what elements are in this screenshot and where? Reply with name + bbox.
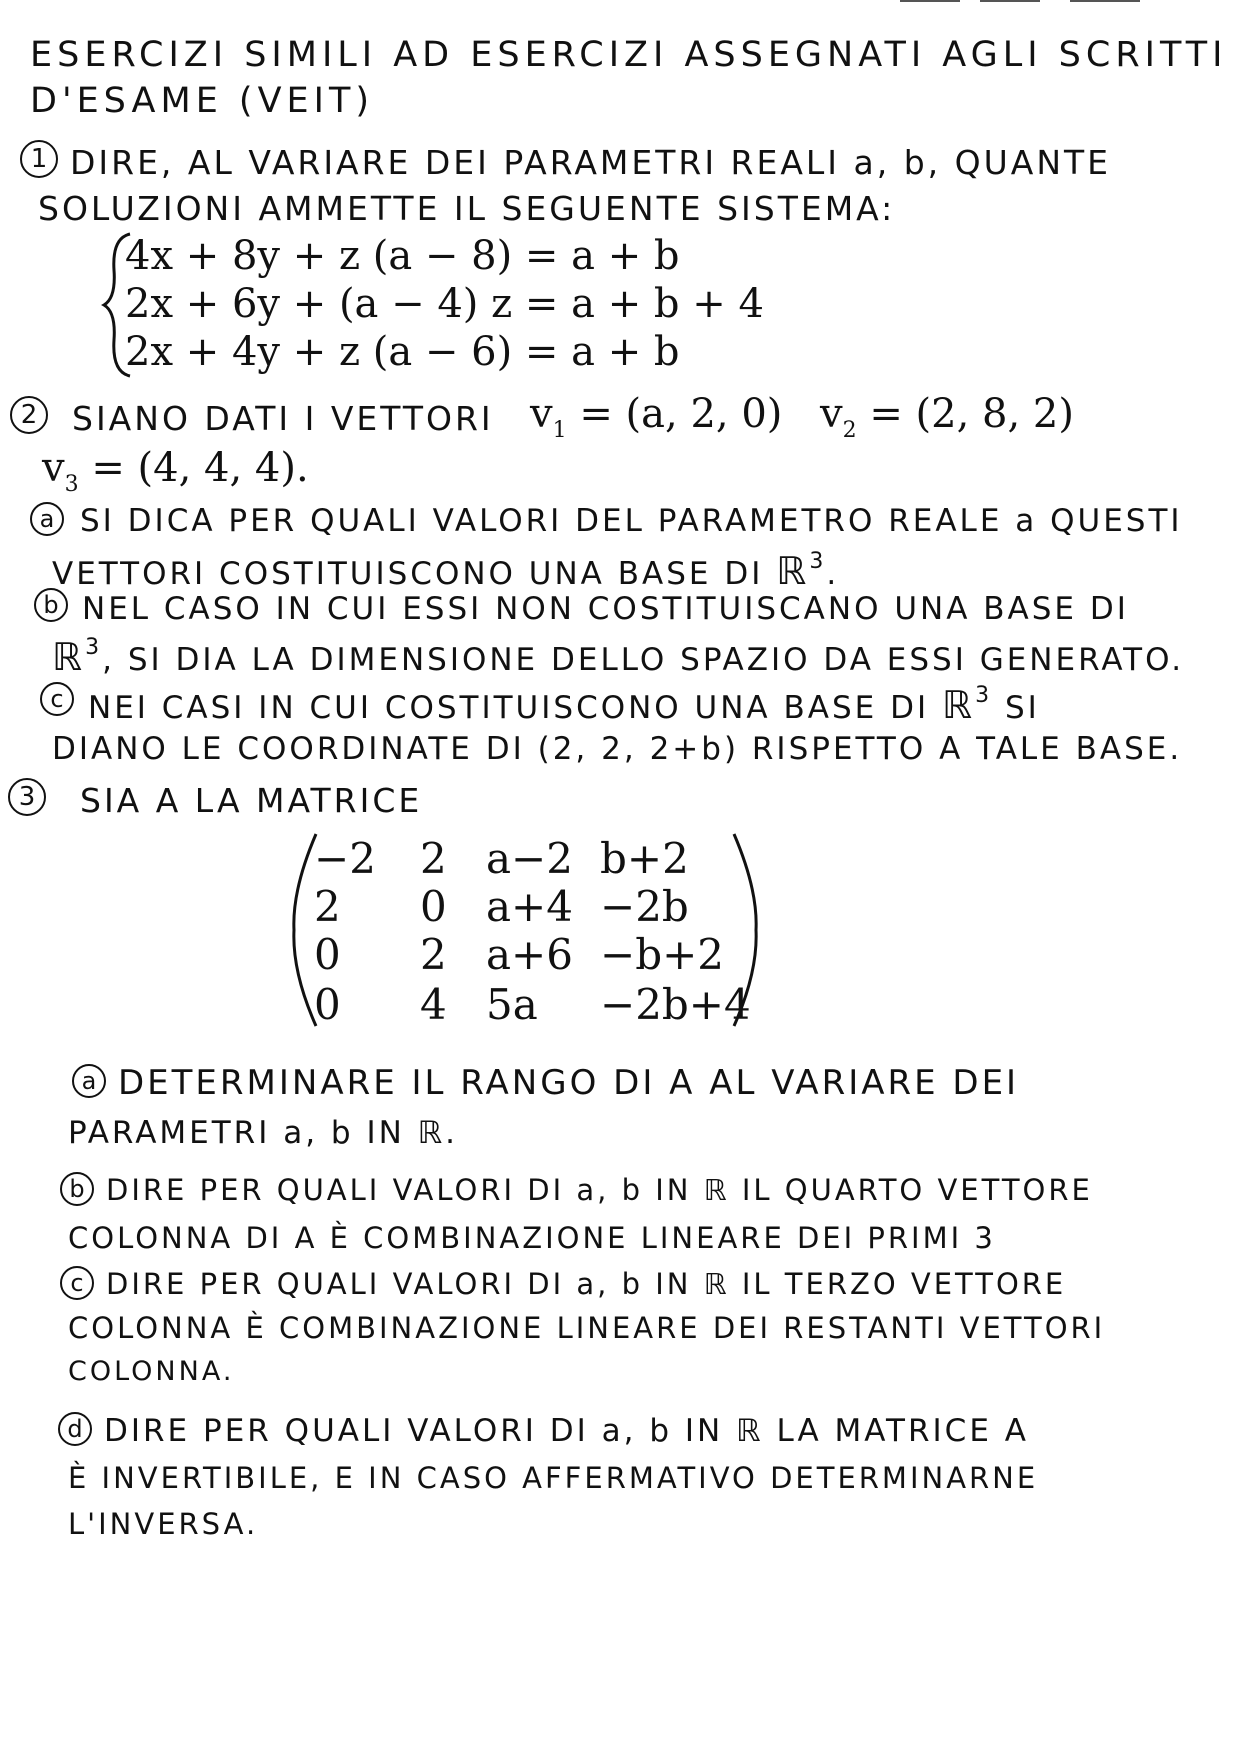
real-numbers-symbol: ℝ (941, 683, 976, 727)
exercise-3-number: 3 (8, 778, 46, 816)
exercise-2b-line1: NEL CASO IN CUI ESSI NON COSTITUISCANO UNA BASE DI (82, 591, 1129, 627)
vector-v3 (42, 445, 309, 497)
top-edge-marks (900, 0, 1230, 3)
page-title-line2: D'ESAME (VEIT) (30, 81, 375, 121)
vector-v3-subscript: 3 (64, 472, 79, 497)
matrix-cell-r3-c4: −b+2 (600, 930, 724, 979)
exercise-1-text-line1: DIRE, AL VARIARE DEI PARAMETRI REALI a, b, QUANTE (70, 143, 1112, 182)
matrix-cell-r2-c4: −2b (600, 882, 689, 931)
matrix-cell-r2-c3: a+4 (486, 882, 573, 931)
exercise-3d-letter: d (58, 1412, 92, 1446)
exponent-3: 3 (809, 549, 827, 574)
exercise-3c-line3: COLONNA. (68, 1356, 235, 1387)
matrix-cell-r4-c1: 0 (314, 980, 341, 1029)
exercise-3b-line1: DIRE PER QUALI VALORI DI a, b IN ℝ IL QUARTO VETTORE (106, 1173, 1093, 1207)
exercise-1-text-line2: SOLUZIONI AMMETTE IL SEGUENTE SISTEMA: (38, 189, 896, 228)
exercise-2c-line2: DIANO LE COORDINATE DI (2, 2, 2+b) RISPETTO A TALE BASE. (52, 731, 1183, 767)
system-equation-3: 2x + 4y + z (a − 6) = a + b (125, 329, 680, 375)
exercise-3b-line2: COLONNA DI A È COMBINAZIONE LINEARE DEI PRIMI 3 (68, 1221, 996, 1255)
exercise-3d-line2: È INVERTIBILE, E IN CASO AFFERMATIVO DETERMINARNE (68, 1461, 1039, 1495)
exercise-3c-line1: DIRE PER QUALI VALORI DI a, b IN ℝ IL TERZO VETTORE (106, 1267, 1067, 1301)
real-numbers-symbol: ℝ (776, 549, 810, 593)
matrix-cell-r3-c1: 0 (314, 930, 341, 979)
exponent-3: 3 (975, 683, 993, 708)
matrix-cell-r4-c4: −2b+4 (600, 980, 751, 1029)
exercise-2a-line1: SI DICA PER QUALI VALORI DEL PARAMETRO REALE a QUESTI (80, 503, 1183, 539)
exercise-3a-letter: a (72, 1064, 106, 1098)
matrix-cell-r4-c3: 5a (486, 980, 538, 1029)
exercise-2c-line1-end: SI (1004, 690, 1040, 726)
exercise-2b-letter: b (34, 588, 68, 622)
vector-v2-value: = (2, 8, 2) (869, 391, 1074, 437)
exercise-3d-line1: DIRE PER QUALI VALORI DI a, b IN ℝ LA MATRICE A (104, 1413, 1029, 1449)
exercise-2c-letter: c (40, 682, 74, 716)
exercise-3b-letter: b (60, 1172, 94, 1206)
vector-v1 (530, 391, 783, 443)
exercise-3-intro: SIA A LA MATRICE (80, 781, 423, 820)
exercise-3c-letter: c (60, 1266, 94, 1300)
exercise-2a-line2-text: VETTORI COSTITUISCONO UNA BASE DI (52, 556, 764, 592)
matrix-cell-r1-c4: b+2 (600, 834, 689, 883)
vector-v1-subscript: 1 (552, 418, 567, 443)
system-equation-2: 2x + 6y + (a − 4) z = a + b + 4 (125, 281, 764, 327)
matrix-cell-r2-c2: 0 (420, 882, 447, 931)
system-equation-1: 4x + 8y + z (a − 8) = a + b (125, 233, 680, 279)
real-numbers-symbol: ℝ (52, 635, 86, 679)
exercise-2-intro: SIANO DATI I VETTORI (72, 399, 494, 438)
matrix-cell-r2-c1: 2 (314, 882, 341, 931)
vector-v3-label: v (42, 445, 65, 491)
vector-v2 (820, 391, 1074, 443)
exercise-3d-line3: L'INVERSA. (68, 1507, 259, 1541)
matrix-a (290, 830, 760, 1030)
exercise-3c-line2: COLONNA È COMBINAZIONE LINEARE DEI RESTANTI VETTORI (68, 1311, 1106, 1345)
exercise-1-number: 1 (20, 140, 58, 178)
exercise-2a-line2 (52, 549, 840, 593)
matrix-cell-r4-c2: 4 (420, 980, 447, 1029)
exercise-2c-line1-text: NEI CASI IN CUI COSTITUISCONO UNA BASE DI (88, 690, 930, 726)
vector-v3-value: = (4, 4, 4). (91, 445, 309, 491)
exercise-2b-line2-text: , SI DIA LA DIMENSIONE DELLO SPAZIO DA ESSI GENERATO. (102, 642, 1185, 678)
exercise-3a-line1: DETERMINARE IL RANGO DI A AL VARIARE DEI (118, 1063, 1020, 1103)
matrix-cell-r1-c3: a−2 (486, 834, 573, 883)
exercise-2a-period: . (826, 556, 840, 592)
exercise-2b-line2 (52, 635, 1185, 679)
vector-v1-value: = (a, 2, 0) (579, 391, 783, 437)
matrix-cell-r3-c3: a+6 (486, 930, 573, 979)
exercise-3a-line2: PARAMETRI a, b IN ℝ. (68, 1115, 459, 1151)
vector-v1-label: v (530, 391, 553, 437)
exponent-3: 3 (85, 635, 103, 660)
vector-v2-label: v (820, 391, 843, 437)
matrix-cell-r1-c1: −2 (314, 834, 376, 883)
exercise-2-number: 2 (10, 396, 48, 434)
page-title-line1: ESERCIZI SIMILI AD ESERCIZI ASSEGNATI AGLI SCRITTI (30, 35, 1228, 75)
vector-v2-subscript: 2 (842, 418, 857, 443)
matrix-cell-r1-c2: 2 (420, 834, 447, 883)
exercise-2c-line1 (88, 683, 1040, 727)
matrix-cell-r3-c2: 2 (420, 930, 447, 979)
exercise-2a-letter: a (30, 502, 64, 536)
